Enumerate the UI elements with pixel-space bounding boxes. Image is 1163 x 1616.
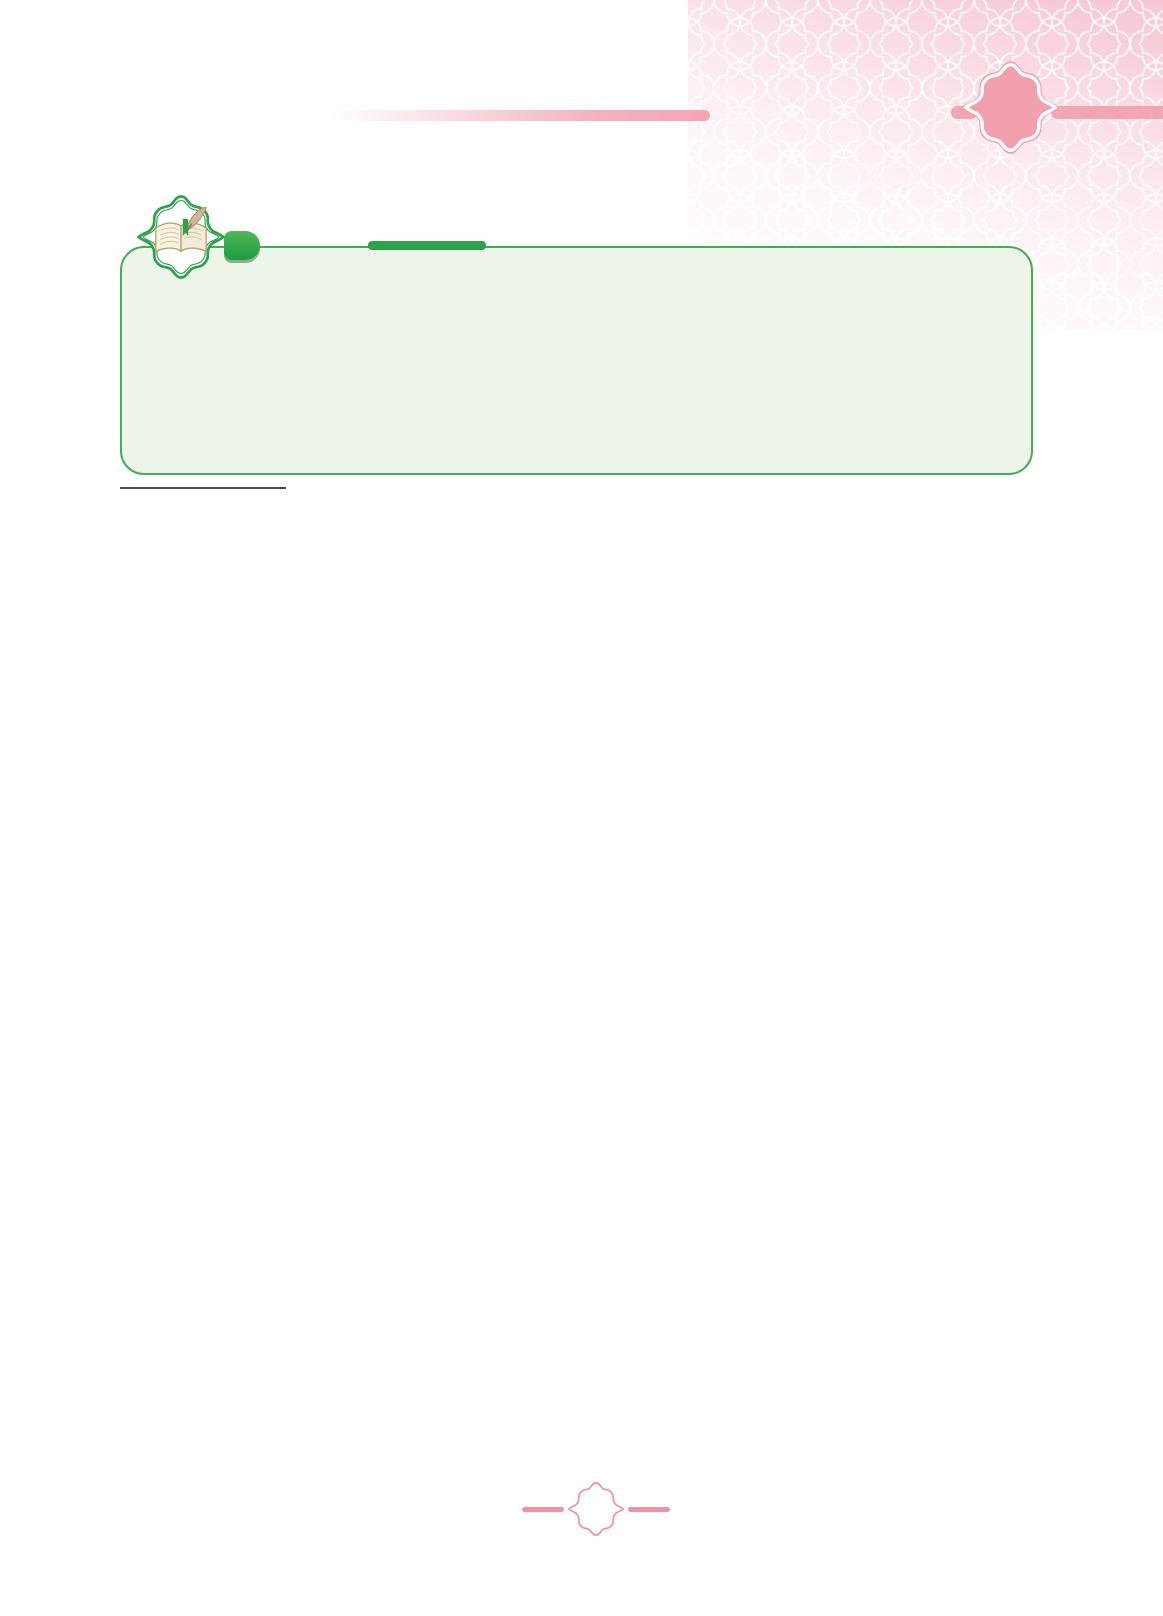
note-connector-line [368, 241, 486, 250]
footnote-divider [120, 487, 286, 489]
note-emblem [133, 192, 229, 282]
header-right-bar [1051, 106, 1163, 119]
note-edelim-block [120, 192, 1040, 477]
text-column [120, 161, 1040, 493]
header-gradient-bar [330, 110, 710, 121]
page-number-line-left [522, 1507, 564, 1512]
page-number-row [514, 1480, 678, 1538]
note-title-pill [224, 231, 260, 260]
page-number-line-right [628, 1507, 670, 1512]
page-number-badge [565, 1480, 627, 1538]
note-box [120, 246, 1033, 475]
unit-badge [962, 60, 1059, 155]
